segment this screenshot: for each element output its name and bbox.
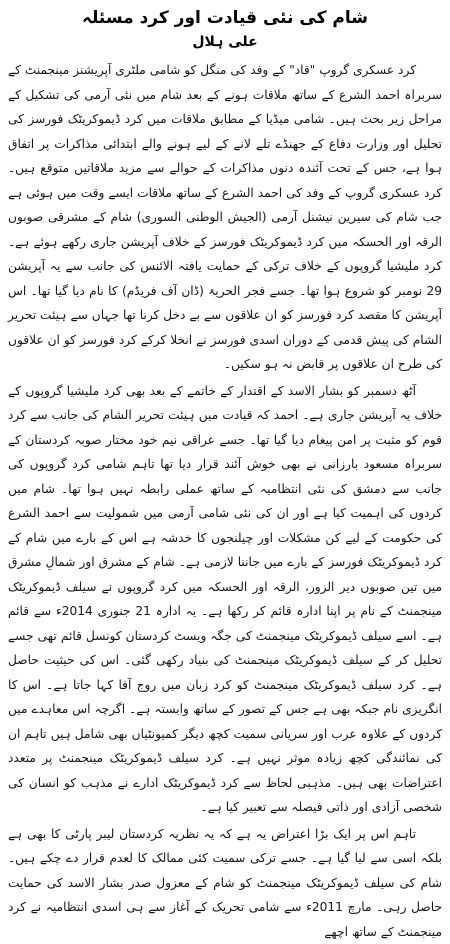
article-headline: شام کی نئی قیادت اور کرد مسئلہ [8, 6, 442, 30]
paragraph-2 [8, 379, 442, 820]
paragraph-1-text: کرد عسکری گروپ "قاد" کے وفد کی منگل کو شامی ملٹری آپریشنز مینجمنٹ کے سربراہ احمد الشرع کے ساتھ ملاقات ہونے کے بعد شام میں نئی آرمی کی تشکیل کے مراحل زیر بحث ہیں۔ شامی میڈیا کے مطابق ملاقات میں کرد ڈیموکریٹک فورسز کی تحلیل اور وزارت دفاع کے جھنڈے تلے لانے کے لیے ہونے والے ابتدائی مذاکرات پر اتفاق ہوا ہے، جس کے تحت آئندہ دنوں مذاکرات کے حوالے سے مزید ملاقاتیں متوقع ہیں۔ کرد عسکری گروپ کے وفد کی احمد الشرع کے ساتھ ملاقات ایسے وقت میں ہوئی ہے جب شام کی سیرین نیشنل آرمی (الجیش الوطنی السوری) شام کے مشرقی صوبوں الرقہ اور الحسکہ میں کرد ڈیموکریٹک فورسز کے خلاف آپریشن جاری رکھے ہوئے ہے۔ کرد ملیشیا گروپوں کے خلاف ترکی کے حمایت یافتہ الائنس کی جانب سے یہ آپریشن 29 نومبر کو شروع ہوا تھا۔ جسے فجر الحریۃ (ڈان آف فریڈم) کا نام دیا گیا تھا۔ اس آپریشن کا مقصد کرد فورسز کو ان علاقوں سے بے دخل کرنا تھا جہاں سے ہیئت تحریر الشام کی پیش قدمی کے دوران اسدی فورسز نے انخلا کرکے کرد فورسز کو ان علاقوں کی طرح ان علاقوں پر قابض نہ ہو سکیں۔ [8, 63, 442, 371]
article-body [8, 58, 442, 944]
paragraph-3-text: تاہم اس پر ایک بڑا اعتراض یہ ہے کہ یہ نظریہ کردستان لیبر پارٹی کا بھی ہے بلکہ اسی سے لیا گیا ہے۔ جسے ترکی سمیت کئی ممالک کا لعدم قرار دے چکے ہیں۔ شام کی سیلف ڈیموکریٹک مینجمنٹ کو شام کے معزول صدر بشار الاسد کی حمایت حاصل رہی۔ مارچ 2011ء سے شامی تحریک کے آغاز سے ہی اسدی انتظامیہ نے کرد مینجمنٹ کے ساتھ اچھے [8, 827, 442, 939]
paragraph-3 [8, 822, 442, 944]
paragraph-2-text: آٹھ دسمبر کو بشار الاسد کے اقتدار کے خاتمے کے بعد بھی کرد ملیشیا گروپوں کے خلاف یہ آپریشن جاری ہے۔ احمد کہ قیادت میں ہیئت تحریر الشام کی جانب سے کرد قوم کو مثبت پر امن پیغام دیا گیا تھا۔ جسے عراقی نیم خود مختار صوبہ کردستان کے سربراہ مسعود بارزانی نے بھی خوش آئند قرار دیا تھا تاہم شامی کرد گروپوں کی جانب سے دمشق کی نئی انتظامیہ کے ساتھ عملی رابطہ نہیں ہوا تھا۔ شام میں کردوں کی اہمیت کیا ہے اور ان کی نئی شامی آرمی میں شمولیت سے احمد الشرع کی حکومت کے لیے کن مشکلات اور چیلنجوں کا خدشہ ہے اس کے بارے میں شام کے کرد ڈیموکریٹک فورسز کے بارے میں جاننا لازمی ہے۔ شام کے مشرق اور شمالِ مشرق میں تین صوبوں دیر الزور، الرقہ اور الحسکہ میں کرد گروپوں نے سیلف ڈیموکریٹک مینجمنٹ کے نام پر اپنا ادارہ قائم کر رکھا ہے۔ یہ ادارہ 21 جنوری 2014ء سے قائم ہے۔ اسے سیلف ڈیموکریٹک مینجمنٹ کی جگہ ویسٹ کردستان کونسل قائم تھی جسے تحلیل کر کے سیلف ڈیموکریٹک مینجمنٹ کی بنیاد رکھی گئی۔ اس کی حیثیت حاصل ہے۔ کرد سیلف ڈیموکریٹک مینجمنٹ کو کرد زبان میں روج آفا کہا جاتا ہے۔ اس کا انگریزی نام جبکہ بھی ہے جس کے تصور کے ساتھ وابستہ ہے۔ اگرچہ اس معاہدے میں کردوں کے علاوہ عرب اور سریانی سمیت کچھ دیگر کمیونٹیاں بھی شامل ہیں تاہم ان کی نمائندگی کچھ زیادہ موثر نہیں ہے۔ کرد سیلف ڈیموکریٹک مینجمنٹ پر متعدد اعتراضات بھی ہیں۔ مذہبی لحاظ سے کرد ڈیموکریٹک ادارے نے مذہب کو انسان کی شخصی آزادی اور ذاتی فیصلہ سے تعبیر کیا ہے۔ [8, 384, 442, 815]
paragraph-1 [8, 58, 442, 377]
article-byline: علی ہلال [8, 32, 442, 52]
